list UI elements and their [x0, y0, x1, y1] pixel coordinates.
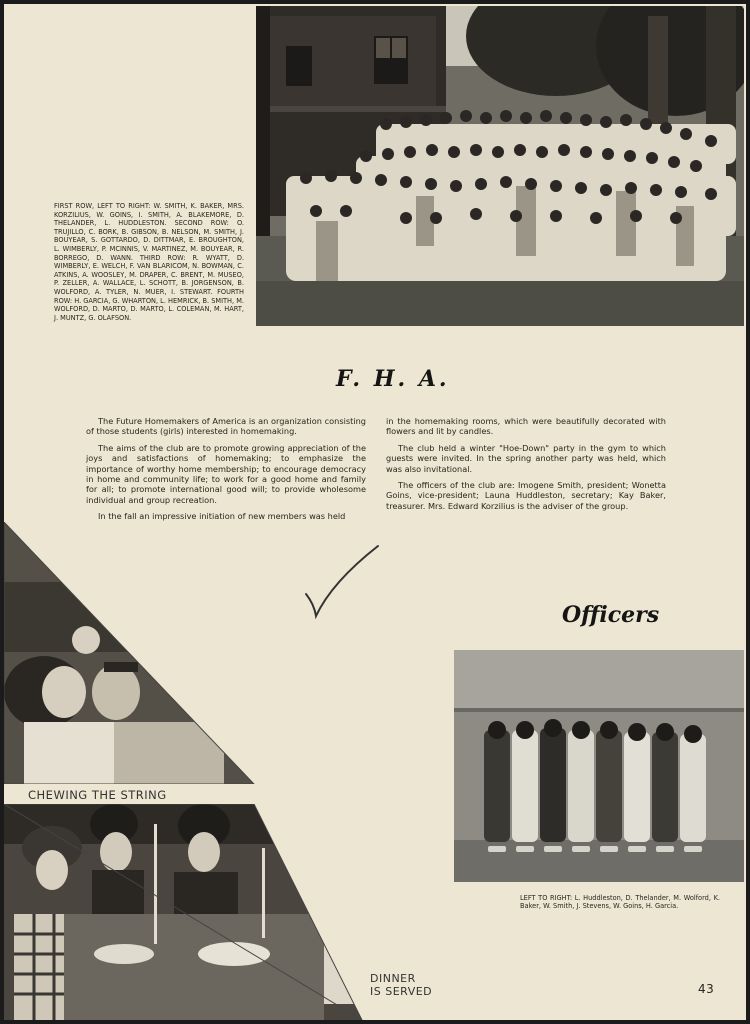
dinner-label-line2: IS SERVED	[370, 985, 433, 998]
dinner-is-served-label	[370, 972, 432, 998]
candid-photo-string	[4, 522, 294, 784]
body-text-left	[86, 416, 366, 528]
body-paragraph: The officers of the club are: Imogene Smith, president; Wonetta Goins, vice-president; Launa Huddleston, secretary; Kay Baker, treasurer. Mrs. Edward Korzilius is the adviser of the group.	[386, 480, 666, 511]
page-number: 43	[698, 982, 715, 996]
checkmark-doodle	[302, 542, 382, 622]
yearbook-page	[4, 4, 746, 1020]
officers-heading: Officers	[562, 602, 660, 628]
page-title: F. H. A.	[336, 366, 450, 392]
group-photo-caption: FIRST ROW, LEFT TO RIGHT: W. SMITH, K. BAKER, MRS. KORZILIUS, W. GOINS, I. SMITH, A. BLAKEMORE, D. THELANDER, L. HUDDLESTON. SECOND ROW: O. TRUJILLO, C. BORK, B. GIBSON, B. NELSON, M. SMITH, J. BOUYEAR, S. GOTTARDO, D. DITTMAR, E. BROUGHTON, L. WIMBERLY, P. MCINNIS, V. MARTINEZ, M. BOUYEAR, R. BORREGO, D. WANN. THIRD ROW: R. WYATT, D. WIMBERLY, E. WELCH, F. VAN BLARICOM, N. BOWMAN, C. ATKINS, A. WOOSLEY, M. DRAPER, C. BRENT, M. MUSEO, P. ZELLER, A. WALLACE, L. SCHOTT, B. JORGENSON, B. WOLFORD, A. TYLER, N. MUER, I. STEWART. FOURTH ROW: H. GARCIA, G. WHARTON, L. HEMRICK, B. SMITH, M. WOLFORD, D. MARTO, D. MARTO, L. COLEMAN, M. HART, J. MUNTZ, G. OLAFSON.	[54, 202, 244, 322]
body-paragraph: The aims of the club are to promote growing appreciation of the joys and satisfactions of homemaking; to emphasize the importance of worthy home membership; to encourage democracy in home and community life; to work for a good home and family for all; to promote international good will; to provide wholesome individual and group recreation.	[86, 442, 366, 505]
body-paragraph: The club held a winter "Hoe-Down" party in the gym to which guests were invited. In the spring another party was held, which was also invitational.	[386, 442, 666, 474]
body-paragraph: In the fall an impressive initiation of new members was held	[98, 511, 346, 522]
body-paragraph: in the homemaking rooms, which were beautifully decorated with flowers and lit by candles.	[386, 416, 666, 437]
chewing-the-string-label: CHEWING THE STRING	[28, 788, 167, 802]
body-text-right	[386, 416, 666, 517]
dinner-label-line1: DINNER	[370, 972, 416, 985]
body-paragraph: The Future Homemakers of America is an organization consisting of those students (girls) interested in homemaking.	[86, 416, 366, 437]
officers-photo	[454, 650, 744, 882]
group-photo	[256, 6, 744, 326]
officers-caption: LEFT TO RIGHT: L. Huddleston, D. Thelander, M. Wolford, K. Baker, W. Smith, J. Stevens, W. Goins, H. Garcia.	[520, 894, 720, 910]
